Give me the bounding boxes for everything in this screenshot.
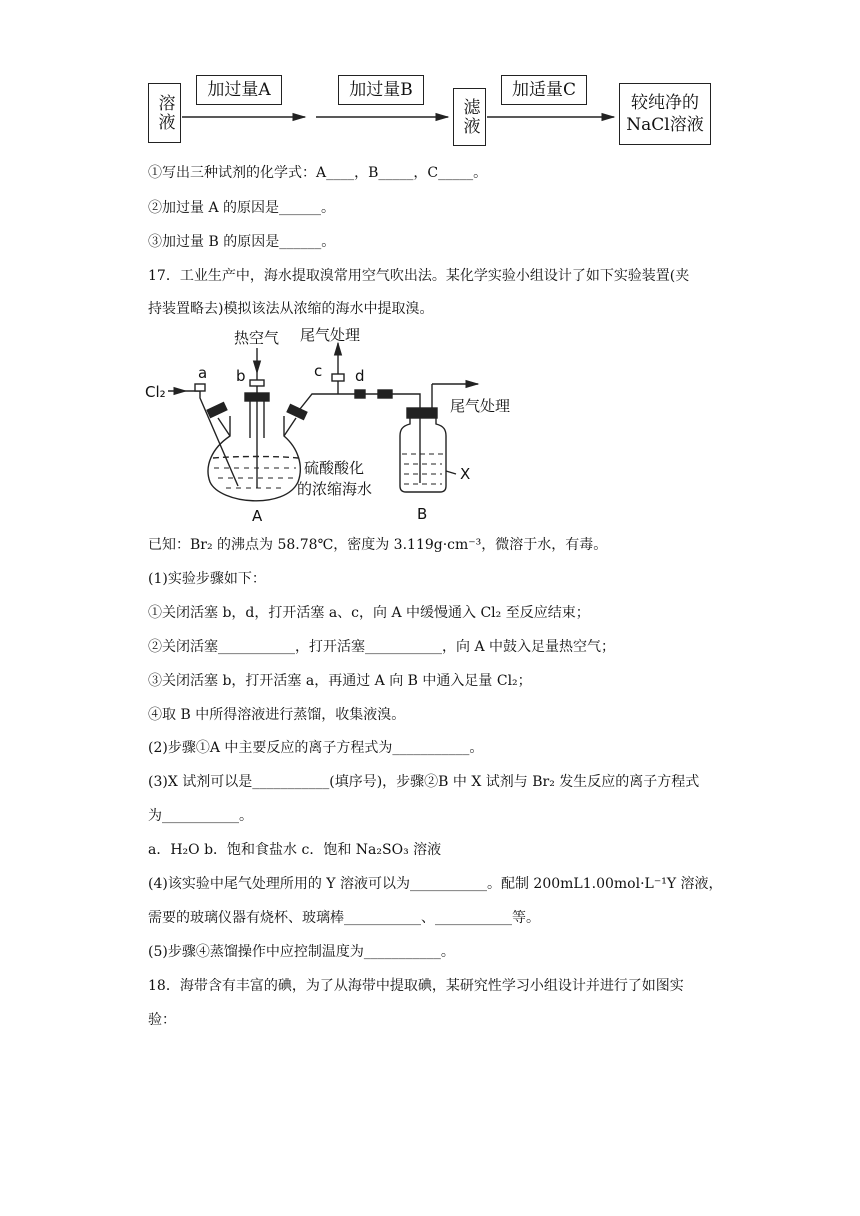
q17-step-2: ②关闭活塞___________，打开活塞___________，向 A 中鼓入足量热空气； (148, 639, 616, 655)
q17-part-3b: 为___________。 (148, 808, 253, 824)
q17-part-2: (2)步骤①A 中主要反应的离子方程式为___________。 (148, 740, 484, 756)
valve-b-label: b (236, 367, 246, 385)
valve-c (332, 374, 344, 381)
q17-intro-1: 17．工业生产中，海水提取溴常用空气吹出法。某化学实验小组设计了如下实验装置(夹 (148, 268, 690, 284)
flow-end-line2: NaCl溶液 (626, 115, 704, 135)
flask-a (208, 416, 300, 501)
bottle-b-liquid (402, 454, 444, 484)
bottle-b-stopper (407, 408, 437, 418)
q17-part-5: (5)步骤④蒸馏操作中应控制温度为___________。 (148, 944, 455, 960)
q16-line-1: ①写出三种试剂的化学式：A____，B_____，C_____。 (148, 165, 488, 181)
valve-d (355, 390, 365, 398)
q17-intro-2: 持装置略去)模拟该法从浓缩的海水中提取溴。 (148, 301, 434, 317)
q17-step-4: ④取 B 中所得溶液进行蒸馏，收集液溴。 (148, 707, 406, 723)
q17-part-1: (1)实验步骤如下： (148, 571, 266, 587)
exhaust-right-label: 尾气处理 (450, 397, 511, 415)
flow-start-label: 溶液 (154, 94, 175, 132)
q16-line-2: ②加过量 A 的原因是______。 (148, 200, 336, 216)
liquid-label-1: 硫酸酸化 (304, 459, 365, 477)
flow-step-a-label: 加过量A (207, 80, 271, 100)
cl2-label: Cl₂ (145, 383, 166, 401)
left-stopper (207, 403, 227, 418)
flow-end-line1: 较纯净的 (631, 93, 699, 113)
valve-b (250, 380, 264, 386)
exhaust-top-label: 尾气处理 (300, 326, 361, 344)
liquid-label-2: 的浓缩海水 (297, 480, 373, 498)
q17-step-3: ③关闭活塞 b，打开活塞 a，再通过 A 向 B 中通入足量 Cl₂； (148, 673, 532, 689)
q17-known: 已知：Br₂ 的沸点为 58.78℃，密度为 3.119g·cm⁻³，微溶于水，有毒。 (148, 537, 608, 553)
apparatus-b-label: B (417, 505, 428, 523)
q16-line-3: ③加过量 B 的原因是______。 (148, 234, 336, 250)
flow-step-c-label: 加适量C (511, 80, 576, 100)
valve-c-label: c (314, 362, 323, 380)
apparatus-a-label: A (252, 507, 263, 525)
apparatus-figure (0, 318, 860, 538)
q17-part-4b: 需要的玻璃仪器有烧杯、玻璃棒___________、___________等。 (148, 910, 540, 926)
flow-step-b-label: 加过量B (349, 80, 413, 100)
cl2-inlet-tube (186, 391, 238, 486)
valve-d-label: d (355, 367, 365, 385)
q18-line-1: 18．海带含有丰富的碘，为了从海带中提取碘，某研究性学习小组设计并进行了如图实 (148, 978, 684, 994)
bottle-b (400, 418, 446, 492)
q17-part-3a: (3)X 试剂可以是___________(填序号)，步骤②B 中 X 试剂与 Br₂ 发生反应的离子方程式 (148, 774, 700, 790)
valve-a (195, 384, 205, 391)
q17-step-1: ①关闭活塞 b，d，打开活塞 a、c，向 A 中缓慢通入 Cl₂ 至反应结束； (148, 605, 590, 621)
reagent-x-pointer (446, 471, 456, 474)
q18-line-2: 验： (148, 1012, 176, 1028)
hot-air-label: 热空气 (234, 329, 280, 347)
reagent-x-label: X (460, 465, 471, 483)
valve-a-label: a (198, 364, 208, 382)
q17-part-4a: (4)该实验中尾气处理所用的 Y 溶液可以为___________。配制 200mL1.00mol·L⁻¹Y 溶液， (148, 876, 723, 892)
flow-arrows (0, 0, 860, 160)
q17-options: a．H₂O b．饱和食盐水 c．饱和 Na₂SO₃ 溶液 (148, 842, 442, 858)
flow-filtrate-label: 滤液 (459, 98, 480, 136)
